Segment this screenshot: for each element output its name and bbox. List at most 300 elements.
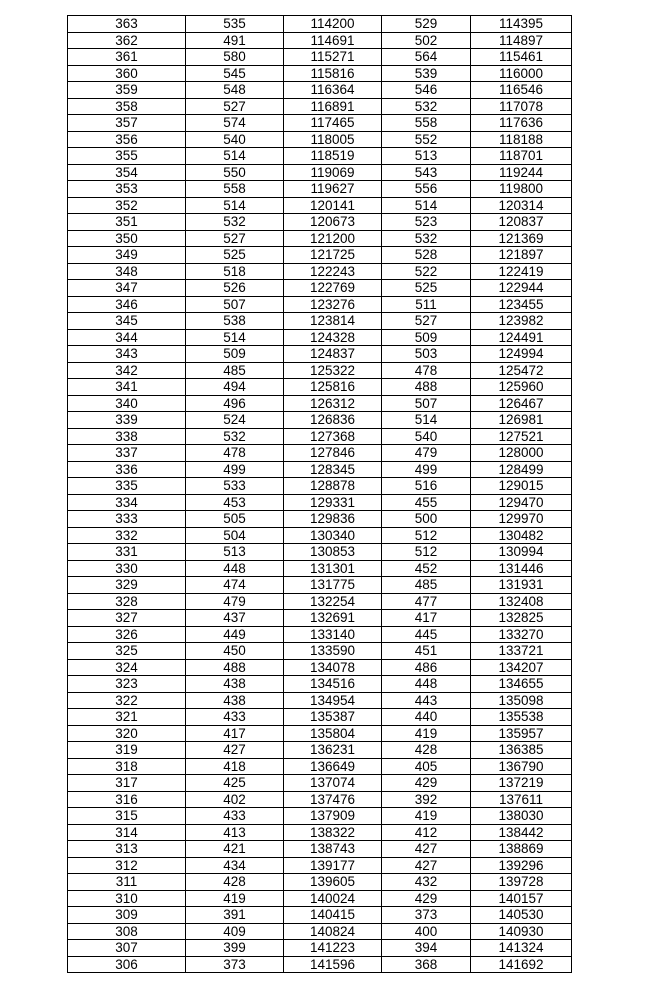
table-row	[68, 164, 572, 181]
table-row	[68, 181, 572, 198]
count-cell: 485	[186, 362, 284, 379]
cumulative-count-cell: 133590	[284, 643, 382, 660]
score-cell: 352	[68, 197, 186, 214]
count-cell: 488	[186, 659, 284, 676]
cumulative-count-cell-2: 118188	[471, 131, 572, 148]
score-cell: 337	[68, 445, 186, 462]
count-cell: 535	[186, 16, 284, 33]
score-distribution-document	[67, 15, 571, 973]
cumulative-count-cell: 129836	[284, 511, 382, 528]
cumulative-count-cell: 134516	[284, 676, 382, 693]
count-cell-2: 452	[382, 560, 471, 577]
count-cell: 478	[186, 445, 284, 462]
count-cell-2: 529	[382, 16, 471, 33]
cumulative-count-cell-2: 136385	[471, 742, 572, 759]
count-cell-2: 477	[382, 593, 471, 610]
count-cell: 491	[186, 32, 284, 49]
cumulative-count-cell-2: 117636	[471, 115, 572, 132]
count-cell-2: 564	[382, 49, 471, 66]
score-cell: 328	[68, 593, 186, 610]
cumulative-count-cell: 126312	[284, 395, 382, 412]
table-row	[68, 676, 572, 693]
cumulative-count-cell: 141223	[284, 940, 382, 957]
cumulative-count-cell: 139605	[284, 874, 382, 891]
count-cell-2: 546	[382, 82, 471, 99]
count-cell-2: 488	[382, 379, 471, 396]
cumulative-count-cell-2: 122944	[471, 280, 572, 297]
cumulative-count-cell: 128878	[284, 478, 382, 495]
score-cell: 318	[68, 758, 186, 775]
count-cell: 525	[186, 247, 284, 264]
score-cell: 354	[68, 164, 186, 181]
score-cell: 319	[68, 742, 186, 759]
table-row	[68, 428, 572, 445]
count-cell: 574	[186, 115, 284, 132]
table-row	[68, 263, 572, 280]
score-cell: 347	[68, 280, 186, 297]
cumulative-count-cell-2: 138869	[471, 841, 572, 858]
count-cell-2: 479	[382, 445, 471, 462]
cumulative-count-cell: 137909	[284, 808, 382, 825]
cumulative-count-cell-2: 140530	[471, 907, 572, 924]
count-cell: 514	[186, 197, 284, 214]
count-cell: 499	[186, 461, 284, 478]
score-cell: 312	[68, 857, 186, 874]
score-cell: 353	[68, 181, 186, 198]
count-cell: 453	[186, 494, 284, 511]
cumulative-count-cell: 118519	[284, 148, 382, 165]
cumulative-count-cell-2: 118701	[471, 148, 572, 165]
count-cell-2: 528	[382, 247, 471, 264]
cumulative-count-cell-2: 139296	[471, 857, 572, 874]
count-cell-2: 499	[382, 461, 471, 478]
count-cell-2: 509	[382, 329, 471, 346]
cumulative-count-cell: 134078	[284, 659, 382, 676]
cumulative-count-cell: 130340	[284, 527, 382, 544]
count-cell-2: 427	[382, 857, 471, 874]
count-cell: 580	[186, 49, 284, 66]
table-row	[68, 379, 572, 396]
count-cell-2: 512	[382, 544, 471, 561]
score-cell: 346	[68, 296, 186, 313]
table-row	[68, 725, 572, 742]
count-cell: 494	[186, 379, 284, 396]
score-cell: 308	[68, 923, 186, 940]
table-row	[68, 874, 572, 891]
score-cell: 342	[68, 362, 186, 379]
cumulative-count-cell: 122769	[284, 280, 382, 297]
count-cell-2: 368	[382, 956, 471, 973]
table-row	[68, 643, 572, 660]
score-cell: 307	[68, 940, 186, 957]
score-cell: 323	[68, 676, 186, 693]
cumulative-count-cell-2: 135098	[471, 692, 572, 709]
count-cell-2: 412	[382, 824, 471, 841]
cumulative-count-cell-2: 130482	[471, 527, 572, 544]
cumulative-count-cell: 129331	[284, 494, 382, 511]
cumulative-count-cell: 137476	[284, 791, 382, 808]
score-cell: 358	[68, 98, 186, 115]
table-row	[68, 131, 572, 148]
cumulative-count-cell: 125322	[284, 362, 382, 379]
table-row	[68, 346, 572, 363]
count-cell: 496	[186, 395, 284, 412]
cumulative-count-cell-2: 114395	[471, 16, 572, 33]
score-cell: 359	[68, 82, 186, 99]
count-cell: 474	[186, 577, 284, 594]
score-cell: 334	[68, 494, 186, 511]
table-row	[68, 296, 572, 313]
cumulative-count-cell: 127846	[284, 445, 382, 462]
score-cell: 336	[68, 461, 186, 478]
table-row	[68, 313, 572, 330]
table-row	[68, 659, 572, 676]
cumulative-count-cell-2: 129015	[471, 478, 572, 495]
count-cell: 545	[186, 65, 284, 82]
score-cell: 326	[68, 626, 186, 643]
score-cell: 315	[68, 808, 186, 825]
cumulative-count-cell-2: 115461	[471, 49, 572, 66]
cumulative-count-cell: 140415	[284, 907, 382, 924]
cumulative-count-cell: 134954	[284, 692, 382, 709]
cumulative-count-cell: 117465	[284, 115, 382, 132]
count-cell: 433	[186, 709, 284, 726]
count-cell: 391	[186, 907, 284, 924]
cumulative-count-cell-2: 140157	[471, 890, 572, 907]
count-cell: 438	[186, 676, 284, 693]
table-row	[68, 560, 572, 577]
table-row	[68, 65, 572, 82]
cumulative-count-cell: 127368	[284, 428, 382, 445]
count-cell-2: 427	[382, 841, 471, 858]
cumulative-count-cell: 126836	[284, 412, 382, 429]
score-cell: 335	[68, 478, 186, 495]
table-row	[68, 511, 572, 528]
cumulative-count-cell: 121200	[284, 230, 382, 247]
table-row	[68, 362, 572, 379]
count-cell-2: 429	[382, 890, 471, 907]
table-row	[68, 758, 572, 775]
count-cell-2: 539	[382, 65, 471, 82]
count-cell: 427	[186, 742, 284, 759]
cumulative-count-cell: 137074	[284, 775, 382, 792]
count-cell: 514	[186, 148, 284, 165]
table-row	[68, 775, 572, 792]
count-cell-2: 527	[382, 313, 471, 330]
score-cell: 330	[68, 560, 186, 577]
table-row	[68, 841, 572, 858]
count-cell: 540	[186, 131, 284, 148]
score-cell: 324	[68, 659, 186, 676]
cumulative-count-cell-2: 135538	[471, 709, 572, 726]
score-cell: 310	[68, 890, 186, 907]
table-row	[68, 230, 572, 247]
score-cell: 348	[68, 263, 186, 280]
table-row	[68, 280, 572, 297]
table-row	[68, 214, 572, 231]
count-cell: 548	[186, 82, 284, 99]
cumulative-count-cell: 116364	[284, 82, 382, 99]
count-cell: 507	[186, 296, 284, 313]
count-cell: 437	[186, 610, 284, 627]
table-row	[68, 478, 572, 495]
count-cell: 421	[186, 841, 284, 858]
count-cell-2: 419	[382, 725, 471, 742]
cumulative-count-cell-2: 129470	[471, 494, 572, 511]
count-cell-2: 392	[382, 791, 471, 808]
cumulative-count-cell: 115816	[284, 65, 382, 82]
count-cell: 418	[186, 758, 284, 775]
table-row	[68, 461, 572, 478]
cumulative-count-cell-2: 131446	[471, 560, 572, 577]
count-cell-2: 486	[382, 659, 471, 676]
table-row	[68, 709, 572, 726]
count-cell-2: 503	[382, 346, 471, 363]
cumulative-count-cell: 120673	[284, 214, 382, 231]
count-cell-2: 516	[382, 478, 471, 495]
table-row	[68, 329, 572, 346]
count-cell: 419	[186, 890, 284, 907]
cumulative-count-cell-2: 133270	[471, 626, 572, 643]
cumulative-count-cell: 115271	[284, 49, 382, 66]
score-table	[67, 15, 572, 973]
cumulative-count-cell-2: 121897	[471, 247, 572, 264]
count-cell-2: 500	[382, 511, 471, 528]
score-cell: 357	[68, 115, 186, 132]
count-cell: 448	[186, 560, 284, 577]
table-row	[68, 626, 572, 643]
score-cell: 338	[68, 428, 186, 445]
score-cell: 327	[68, 610, 186, 627]
count-cell: 449	[186, 626, 284, 643]
count-cell-2: 543	[382, 164, 471, 181]
cumulative-count-cell-2: 123455	[471, 296, 572, 313]
table-row	[68, 956, 572, 973]
count-cell-2: 478	[382, 362, 471, 379]
score-cell: 363	[68, 16, 186, 33]
count-cell-2: 440	[382, 709, 471, 726]
cumulative-count-cell: 123814	[284, 313, 382, 330]
cumulative-count-cell: 141596	[284, 956, 382, 973]
cumulative-count-cell-2: 134207	[471, 659, 572, 676]
count-cell-2: 400	[382, 923, 471, 940]
cumulative-count-cell: 139177	[284, 857, 382, 874]
cumulative-count-cell-2: 121369	[471, 230, 572, 247]
table-row	[68, 890, 572, 907]
score-cell: 362	[68, 32, 186, 49]
table-row	[68, 32, 572, 49]
score-cell: 325	[68, 643, 186, 660]
table-row	[68, 115, 572, 132]
score-cell: 351	[68, 214, 186, 231]
table-row	[68, 907, 572, 924]
cumulative-count-cell-2: 127521	[471, 428, 572, 445]
cumulative-count-cell: 131301	[284, 560, 382, 577]
score-cell: 314	[68, 824, 186, 841]
count-cell-2: 513	[382, 148, 471, 165]
cumulative-count-cell: 119627	[284, 181, 382, 198]
cumulative-count-cell: 124837	[284, 346, 382, 363]
table-row	[68, 82, 572, 99]
count-cell: 417	[186, 725, 284, 742]
count-cell: 505	[186, 511, 284, 528]
count-cell-2: 511	[382, 296, 471, 313]
count-cell: 518	[186, 263, 284, 280]
count-cell: 373	[186, 956, 284, 973]
score-cell: 321	[68, 709, 186, 726]
count-cell: 524	[186, 412, 284, 429]
cumulative-count-cell-2: 125472	[471, 362, 572, 379]
table-row	[68, 412, 572, 429]
cumulative-count-cell-2: 130994	[471, 544, 572, 561]
count-cell-2: 532	[382, 230, 471, 247]
count-cell-2: 448	[382, 676, 471, 693]
cumulative-count-cell-2: 139728	[471, 874, 572, 891]
cumulative-count-cell-2: 119800	[471, 181, 572, 198]
cumulative-count-cell-2: 122419	[471, 263, 572, 280]
score-cell: 341	[68, 379, 186, 396]
score-cell: 349	[68, 247, 186, 264]
cumulative-count-cell-2: 133721	[471, 643, 572, 660]
cumulative-count-cell: 140024	[284, 890, 382, 907]
table-row	[68, 494, 572, 511]
count-cell-2: 429	[382, 775, 471, 792]
table-row	[68, 16, 572, 33]
count-cell: 509	[186, 346, 284, 363]
table-row	[68, 593, 572, 610]
cumulative-count-cell: 135804	[284, 725, 382, 742]
cumulative-count-cell: 131775	[284, 577, 382, 594]
count-cell: 533	[186, 478, 284, 495]
score-cell: 332	[68, 527, 186, 544]
score-cell: 331	[68, 544, 186, 561]
score-cell: 344	[68, 329, 186, 346]
count-cell-2: 419	[382, 808, 471, 825]
cumulative-count-cell: 116891	[284, 98, 382, 115]
cumulative-count-cell: 122243	[284, 263, 382, 280]
count-cell-2: 394	[382, 940, 471, 957]
count-cell-2: 552	[382, 131, 471, 148]
cumulative-count-cell-2: 132408	[471, 593, 572, 610]
cumulative-count-cell-2: 141324	[471, 940, 572, 957]
table-row	[68, 148, 572, 165]
score-cell: 309	[68, 907, 186, 924]
cumulative-count-cell: 128345	[284, 461, 382, 478]
cumulative-count-cell-2: 140930	[471, 923, 572, 940]
score-cell: 360	[68, 65, 186, 82]
count-cell: 504	[186, 527, 284, 544]
count-cell-2: 532	[382, 98, 471, 115]
count-cell: 402	[186, 791, 284, 808]
count-cell: 514	[186, 329, 284, 346]
table-row	[68, 544, 572, 561]
score-table-body	[68, 16, 572, 973]
cumulative-count-cell-2: 137219	[471, 775, 572, 792]
cumulative-count-cell-2: 123982	[471, 313, 572, 330]
count-cell-2: 451	[382, 643, 471, 660]
cumulative-count-cell-2: 128499	[471, 461, 572, 478]
cumulative-count-cell: 133140	[284, 626, 382, 643]
score-cell: 313	[68, 841, 186, 858]
cumulative-count-cell-2: 124994	[471, 346, 572, 363]
table-row	[68, 395, 572, 412]
cumulative-count-cell: 138322	[284, 824, 382, 841]
cumulative-count-cell-2: 126467	[471, 395, 572, 412]
count-cell-2: 512	[382, 527, 471, 544]
cumulative-count-cell-2: 134655	[471, 676, 572, 693]
count-cell: 527	[186, 98, 284, 115]
count-cell-2: 405	[382, 758, 471, 775]
cumulative-count-cell: 118005	[284, 131, 382, 148]
score-cell: 333	[68, 511, 186, 528]
count-cell: 399	[186, 940, 284, 957]
table-row	[68, 445, 572, 462]
count-cell-2: 443	[382, 692, 471, 709]
table-row	[68, 857, 572, 874]
count-cell: 434	[186, 857, 284, 874]
count-cell: 409	[186, 923, 284, 940]
cumulative-count-cell: 136649	[284, 758, 382, 775]
count-cell: 527	[186, 230, 284, 247]
count-cell-2: 523	[382, 214, 471, 231]
table-row	[68, 49, 572, 66]
score-cell: 343	[68, 346, 186, 363]
cumulative-count-cell: 114691	[284, 32, 382, 49]
cumulative-count-cell: 125816	[284, 379, 382, 396]
score-cell: 322	[68, 692, 186, 709]
table-row	[68, 197, 572, 214]
count-cell-2: 558	[382, 115, 471, 132]
cumulative-count-cell-2: 124491	[471, 329, 572, 346]
cumulative-count-cell: 136231	[284, 742, 382, 759]
count-cell-2: 525	[382, 280, 471, 297]
count-cell: 550	[186, 164, 284, 181]
count-cell-2: 417	[382, 610, 471, 627]
score-cell: 320	[68, 725, 186, 742]
cumulative-count-cell-2: 116000	[471, 65, 572, 82]
cumulative-count-cell: 114200	[284, 16, 382, 33]
count-cell: 428	[186, 874, 284, 891]
count-cell: 526	[186, 280, 284, 297]
count-cell-2: 507	[382, 395, 471, 412]
score-cell: 350	[68, 230, 186, 247]
score-cell: 340	[68, 395, 186, 412]
count-cell-2: 373	[382, 907, 471, 924]
cumulative-count-cell-2: 138442	[471, 824, 572, 841]
table-row	[68, 824, 572, 841]
cumulative-count-cell-2: 120314	[471, 197, 572, 214]
count-cell: 433	[186, 808, 284, 825]
cumulative-count-cell-2: 119244	[471, 164, 572, 181]
cumulative-count-cell-2: 114897	[471, 32, 572, 49]
score-cell: 345	[68, 313, 186, 330]
cumulative-count-cell-2: 137611	[471, 791, 572, 808]
cumulative-count-cell: 121725	[284, 247, 382, 264]
cumulative-count-cell-2: 116546	[471, 82, 572, 99]
count-cell: 532	[186, 214, 284, 231]
count-cell-2: 432	[382, 874, 471, 891]
score-cell: 356	[68, 131, 186, 148]
table-row	[68, 742, 572, 759]
table-row	[68, 923, 572, 940]
count-cell: 513	[186, 544, 284, 561]
score-cell: 317	[68, 775, 186, 792]
cumulative-count-cell-2: 138030	[471, 808, 572, 825]
table-row	[68, 610, 572, 627]
score-cell: 355	[68, 148, 186, 165]
cumulative-count-cell-2: 141692	[471, 956, 572, 973]
cumulative-count-cell: 140824	[284, 923, 382, 940]
